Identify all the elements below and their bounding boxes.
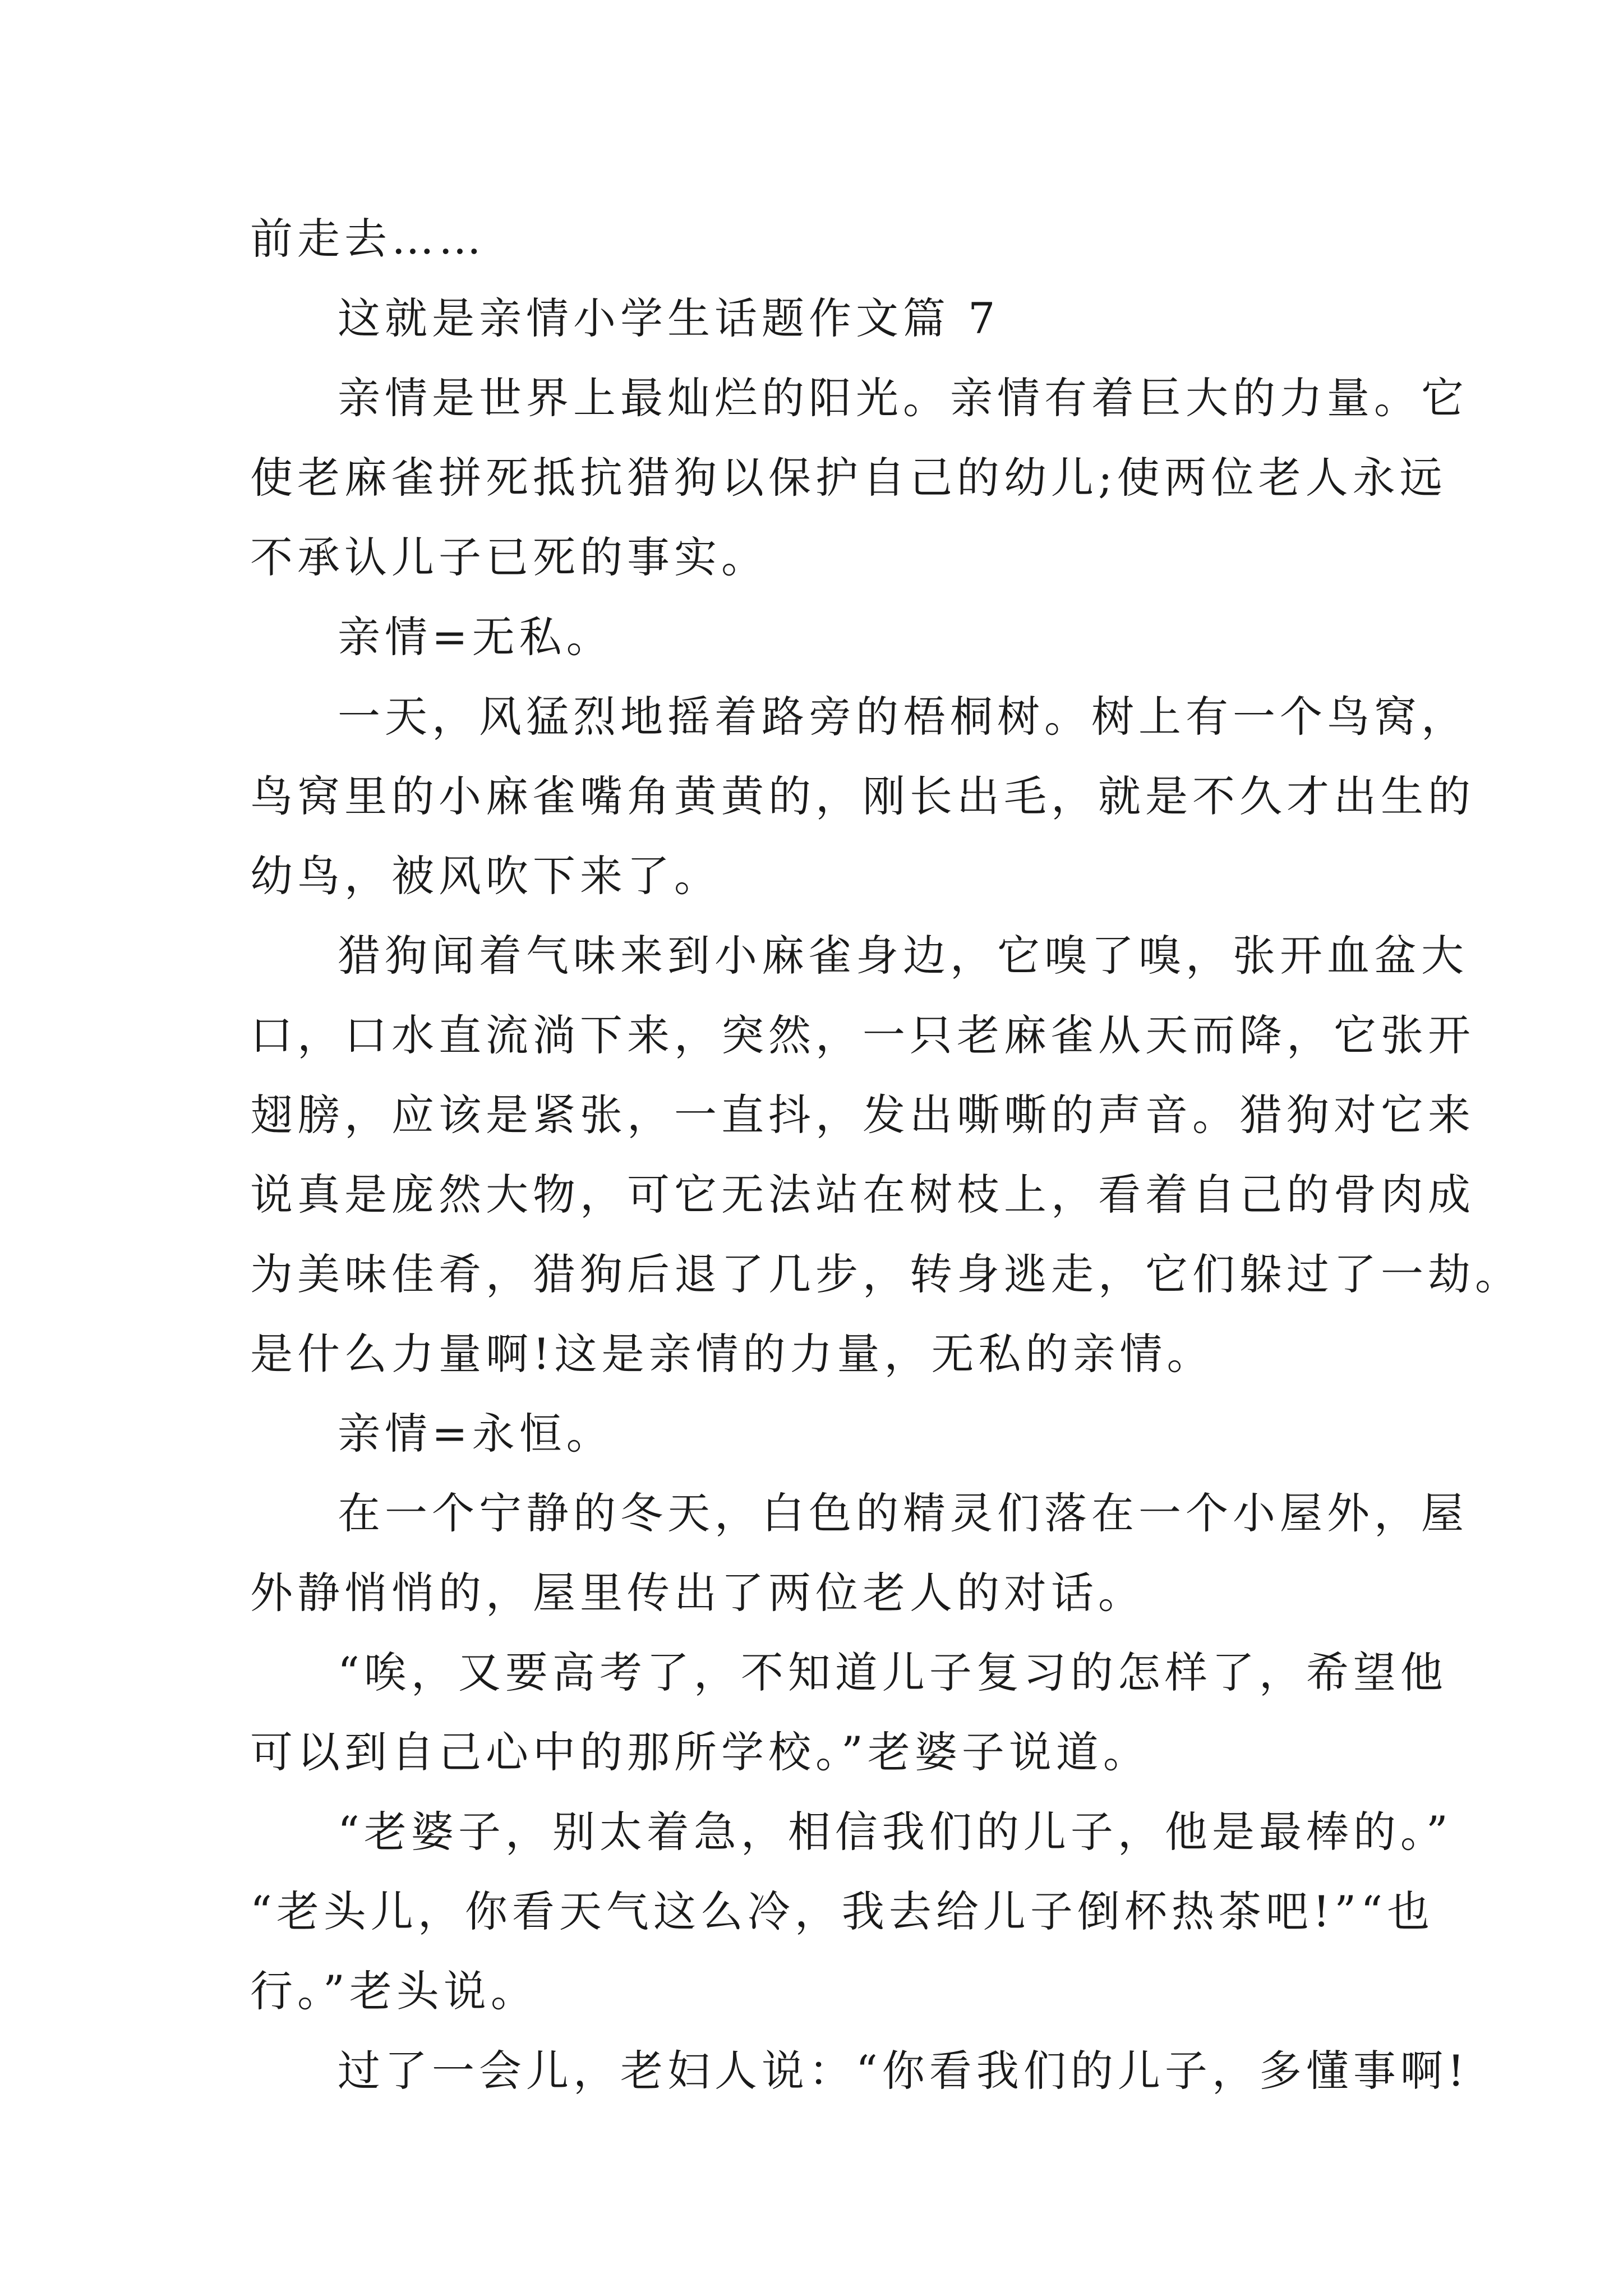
text-line: 幼鸟，被风吹下来了。: [250, 851, 721, 901]
text-line: “唉，又要高考了，不知道儿子复习的怎样了，希望他: [338, 1648, 1447, 1697]
text-line: 是什么力量啊!这是亲情的力量，无私的亲情。: [250, 1329, 1214, 1379]
text-line: 口，口水直流淌下来，突然，一只老麻雀从天而降，它张开: [250, 1010, 1475, 1060]
text-line: 翅膀，应该是紧张，一直抖，发出嘶嘶的声音。猎狗对它来: [250, 1090, 1475, 1140]
text-line: 过了一会儿，老妇人说：“你看我们的儿子，多懂事啊!: [338, 2046, 1469, 2096]
section-heading: 这就是亲情小学生话题作文篇 7: [338, 293, 1000, 343]
text-line: 外静悄悄的，屋里传出了两位老人的对话。: [250, 1568, 1145, 1618]
text-line: 在一个宁静的冬天，白色的精灵们落在一个小屋外，屋: [338, 1488, 1468, 1538]
text-line: 亲情是世界上最灿烂的阳光。亲情有着巨大的力量。它: [338, 373, 1468, 423]
text-line: 为美味佳肴，猎狗后退了几步，转身逃走，它们躲过了一劫。: [250, 1249, 1522, 1299]
text-line: 行。”老头说。: [250, 1966, 538, 2016]
text-line: 鸟窝里的小麻雀嘴角黄黄的，刚长出毛，就是不久才出生的: [250, 771, 1475, 821]
text-line: 前走去……: [250, 214, 486, 264]
text-line: 不承认儿子已死的事实。: [250, 532, 768, 582]
text-line: 使老麻雀拼死抵抗猎狗以保护自己的幼儿;使两位老人永远: [250, 453, 1447, 503]
text-line: 猎狗闻着气味来到小麻雀身边，它嗅了嗅，张开血盆大: [338, 931, 1468, 981]
text-line: 一天，风猛烈地摇着路旁的梧桐树。树上有一个鸟窝，: [338, 692, 1468, 742]
text-line: “老头儿，你看天气这么冷，我去给儿子倒杯热茶吧!”“也: [250, 1887, 1435, 1936]
text-line: 亲情=永恒。: [338, 1409, 614, 1458]
text-line: “老婆子，别太着急，相信我们的儿子，他是最棒的。”: [338, 1807, 1453, 1857]
document-body: [250, 199, 1522, 2111]
text-line: 可以到自己心中的那所学校。”老婆子说道。: [250, 1727, 1150, 1777]
text-line: 亲情=无私。: [338, 612, 614, 662]
text-line: 说真是庞然大物，可它无法站在树枝上，看着自己的骨肉成: [250, 1170, 1475, 1220]
